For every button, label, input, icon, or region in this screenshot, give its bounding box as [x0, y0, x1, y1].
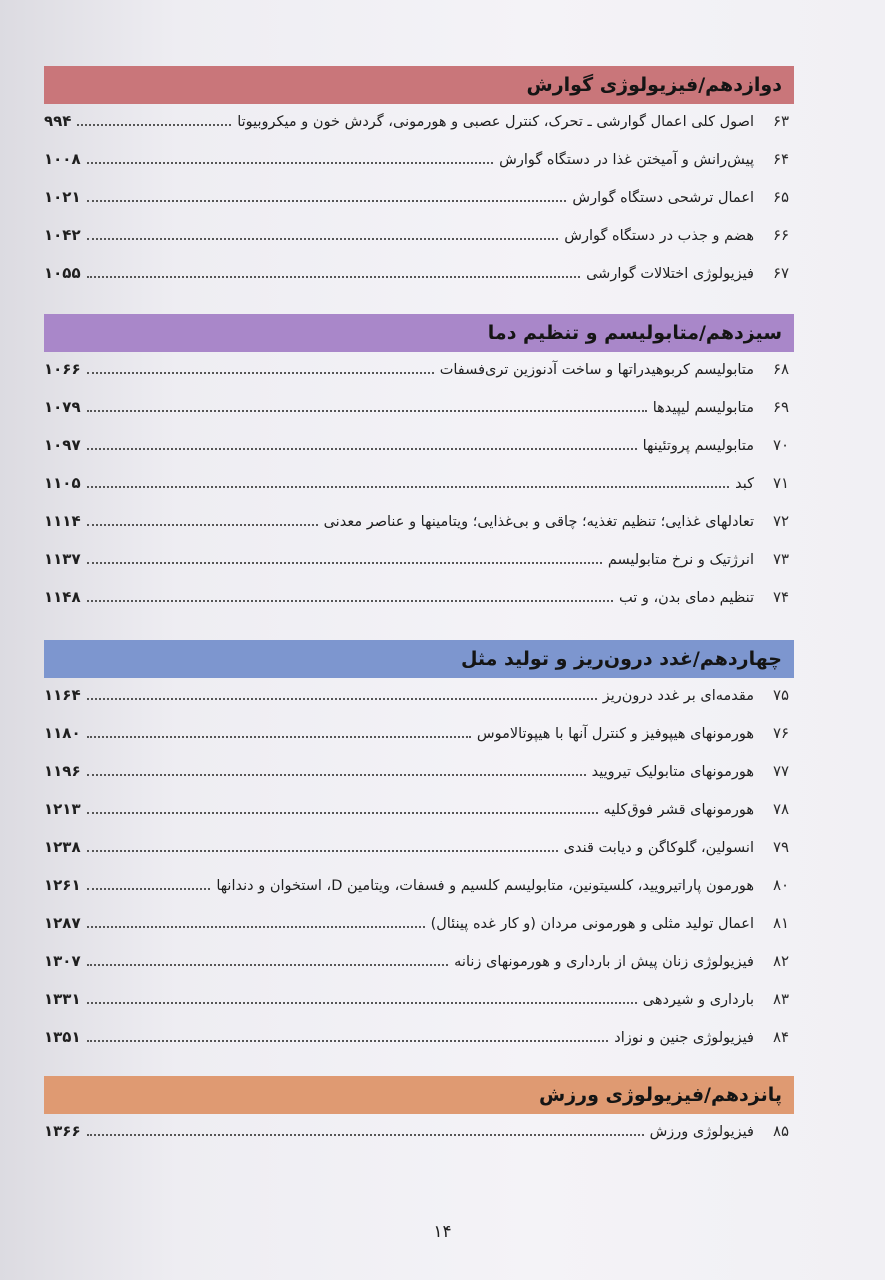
chapter-page: ۱۱۳۷ [44, 550, 81, 568]
chapter-page: ۱۳۰۷ [44, 952, 81, 970]
chapter-page: ۱۰۶۶ [44, 360, 81, 378]
chapter-title: فیزیولوژی جنین و نوزاد [614, 1030, 754, 1046]
chapter-title: مقدمه‌ای بر غدد درون‌ریز [602, 688, 754, 704]
section-title: پانزدهم/فیزیولوژی ورزش [539, 1084, 782, 1106]
chapter-number: ۸۴ [772, 1028, 790, 1046]
chapter-page: ۱۱۴۸ [44, 588, 81, 606]
chapter-number: ۷۰ [772, 436, 790, 454]
toc-entry [44, 830, 794, 868]
chapter-title: هضم و جذب در دستگاه گوارش [564, 228, 754, 244]
chapter-page: ۱۰۰۸ [44, 150, 81, 168]
chapter-page: ۱۳۵۱ [44, 1028, 81, 1046]
chapter-title: فیزیولوژی اختلالات گوارشی [586, 266, 754, 282]
chapter-title: متابولیسم لیپیدها [652, 400, 754, 416]
chapter-title: انرژتیک و نرخ متابولیسم [607, 552, 754, 568]
toc-entry [44, 466, 794, 504]
chapter-number: ۶۶ [772, 226, 790, 244]
chapter-number: ۸۵ [772, 1122, 790, 1140]
chapter-number: ۸۰ [772, 876, 790, 894]
toc-entry [44, 678, 794, 716]
chapter-number: ۸۱ [772, 914, 790, 932]
chapter-number: ۷۲ [772, 512, 790, 530]
toc-entry [44, 428, 794, 466]
chapter-page: ۹۹۴ [44, 112, 72, 130]
chapter-page: ۱۰۴۲ [44, 226, 81, 244]
dot-leader [87, 437, 637, 450]
chapter-title: پیش‌رانش و آمیختن غذا در دستگاه گوارش [499, 152, 754, 168]
chapter-number: ۷۵ [772, 686, 790, 704]
dot-leader [87, 1123, 644, 1136]
chapter-title: متابولیسم کربوهیدراتها و ساخت آدنوزین تری‌فسفات [439, 362, 754, 378]
toc-entry [44, 542, 794, 580]
chapter-number: ۸۳ [772, 990, 790, 1008]
toc-entry [44, 792, 794, 830]
toc-entry [44, 1020, 794, 1058]
chapter-title: متابولیسم پروتئینها [642, 438, 754, 454]
toc-entry [44, 1114, 794, 1152]
chapter-title: بارداری و شیردهی [642, 992, 754, 1008]
chapter-number: ۷۷ [772, 762, 790, 780]
chapter-page: ۱۱۱۴ [44, 512, 81, 530]
chapter-number: ۶۳ [772, 112, 790, 130]
section-title: دوازدهم/فیزیولوژی گوارش [526, 74, 782, 96]
dot-leader [87, 475, 729, 488]
dot-leader [87, 801, 598, 814]
toc-entry [44, 180, 794, 218]
chapter-title: انسولین، گلوکاگن و دیابت قندی [563, 840, 754, 856]
dot-leader [87, 725, 471, 738]
dot-leader [87, 265, 580, 278]
chapter-number: ۶۸ [772, 360, 790, 378]
chapter-page: ۱۲۱۳ [44, 800, 81, 818]
chapter-title: اعمال ترشحی دستگاه گوارش [572, 190, 754, 206]
chapter-page: ۱۱۸۰ [44, 724, 81, 742]
dot-leader [87, 1029, 609, 1042]
chapter-number: ۸۲ [772, 952, 790, 970]
chapter-number: ۷۶ [772, 724, 790, 742]
section-part-12 [44, 66, 794, 294]
chapter-page: ۱۲۸۷ [44, 914, 81, 932]
chapter-page: ۱۱۶۴ [44, 686, 81, 704]
dot-leader [87, 151, 494, 164]
section-part-14 [44, 640, 794, 1058]
chapter-number: ۷۴ [772, 588, 790, 606]
chapter-number: ۶۴ [772, 150, 790, 168]
toc-entry [44, 504, 794, 542]
chapter-title: تعادلهای غذایی؛ تنظیم تغذیه؛ چاقی و بی‌غذایی؛ ویتامینها و عناصر معدنی [323, 514, 754, 530]
dot-leader [87, 399, 647, 412]
chapter-number: ۶۷ [772, 264, 790, 282]
chapter-title: هورمونهای قشر فوق‌کلیه [603, 802, 754, 818]
section-part-15 [44, 1076, 794, 1152]
dot-leader [87, 763, 586, 776]
dot-leader [87, 915, 425, 928]
toc-entry [44, 868, 794, 906]
dot-leader [87, 189, 567, 202]
chapter-title: تنظیم دمای بدن، و تب [618, 590, 754, 606]
section-part-13 [44, 314, 794, 618]
dot-leader [87, 227, 559, 240]
chapter-page: ۱۳۶۶ [44, 1122, 81, 1140]
toc-entry [44, 352, 794, 390]
chapter-title: اعمال تولید مثلی و هورمونی مردان (و کار غده پینئال) [430, 916, 754, 932]
chapter-page: ۱۲۶۱ [44, 876, 81, 894]
section-banner [44, 1076, 794, 1114]
chapter-page: ۱۳۳۱ [44, 990, 81, 1008]
chapter-number: ۷۳ [772, 550, 790, 568]
dot-leader [87, 361, 434, 374]
toc-entry [44, 390, 794, 428]
toc-entry [44, 906, 794, 944]
chapter-number: ۷۸ [772, 800, 790, 818]
chapter-page: ۱۰۷۹ [44, 398, 81, 416]
dot-leader [87, 513, 318, 526]
chapter-page: ۱۰۵۵ [44, 264, 81, 282]
page-number: ۱۴ [433, 1222, 452, 1242]
toc-entry [44, 754, 794, 792]
section-banner [44, 640, 794, 678]
chapter-number: ۶۹ [772, 398, 790, 416]
section-title: سیزدهم/متابولیسم و تنظیم دما [487, 322, 782, 344]
chapter-page: ۱۱۰۵ [44, 474, 81, 492]
dot-leader [87, 589, 613, 602]
chapter-title: اصول کلی اعمال گوارشی ـ تحرک، کنترل عصبی و هورمونی، گردش خون و میکروبیوتا [237, 114, 754, 130]
chapter-page: ۱۰۹۷ [44, 436, 81, 454]
toc-entry [44, 218, 794, 256]
toc-entry [44, 256, 794, 294]
chapter-title: کبد [735, 476, 754, 492]
dot-leader [77, 113, 231, 126]
toc-entry [44, 944, 794, 982]
section-title: چهاردهم/غدد درون‌ریز و تولید مثل [460, 648, 782, 670]
chapter-title: هورمونهای هیپوفیز و کنترل آنها با هیپوتالاموس [476, 726, 754, 742]
dot-leader [87, 551, 602, 564]
chapter-title: فیزیولوژی زنان پیش از بارداری و هورمونهای زنانه [454, 954, 754, 970]
toc-entry [44, 142, 794, 180]
dot-leader [87, 687, 597, 700]
toc-entry [44, 716, 794, 754]
dot-leader [87, 953, 449, 966]
toc-entry [44, 982, 794, 1020]
toc-entry [44, 104, 794, 142]
dot-leader [87, 877, 211, 890]
chapter-page: ۱۰۲۱ [44, 188, 81, 206]
chapter-number: ۷۹ [772, 838, 790, 856]
chapter-title: هورمون پاراتیرویید، کلسیتونین، متابولیسم کلسیم و فسفات، ویتامین D، استخوان و دندانها [216, 878, 754, 894]
chapter-title: فیزیولوژی ورزش [649, 1124, 754, 1140]
chapter-number: ۷۱ [772, 474, 790, 492]
chapter-number: ۶۵ [772, 188, 790, 206]
dot-leader [87, 839, 558, 852]
dot-leader [87, 991, 637, 1004]
chapter-page: ۱۱۹۶ [44, 762, 81, 780]
chapter-title: هورمونهای متابولیک تیرویید [591, 764, 754, 780]
chapter-page: ۱۲۳۸ [44, 838, 81, 856]
section-banner [44, 314, 794, 352]
toc-entry [44, 580, 794, 618]
section-banner [44, 66, 794, 104]
